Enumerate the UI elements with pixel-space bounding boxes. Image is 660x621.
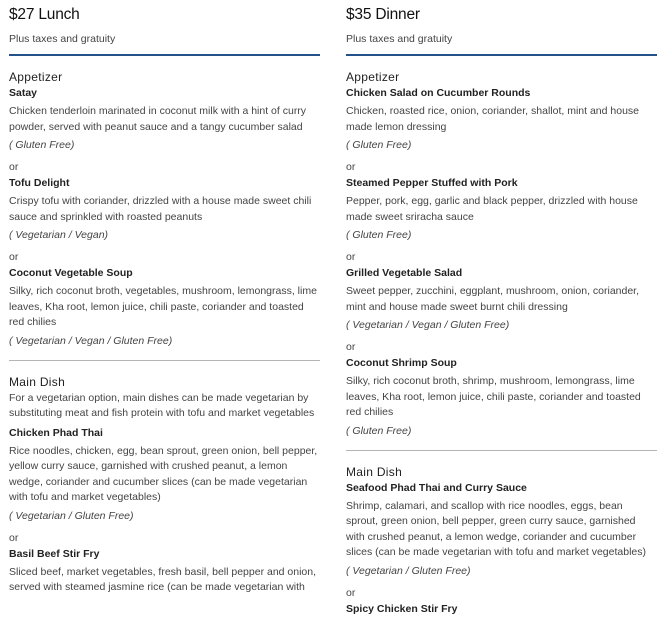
- or-separator: or: [346, 586, 356, 599]
- item-dietary-note: ( Vegetarian / Vegan): [9, 229, 109, 241]
- item-name: Coconut Vegetable Soup: [9, 267, 133, 279]
- menu-item: [346, 602, 657, 617]
- item-dietary-note: ( Gluten Free): [9, 139, 75, 151]
- dinner-menu-subtitle: Plus taxes and gratuity: [346, 33, 453, 45]
- item-name: Spicy Chicken Stir Fry: [346, 602, 458, 615]
- item-dietary-note: ( Vegetarian / Gluten Free): [9, 509, 134, 522]
- item-name: Tofu Delight: [9, 177, 70, 189]
- menu-item: [9, 547, 320, 596]
- menu-item: [346, 356, 657, 438]
- item-description: Chicken tenderloin marinated in coconut milk with a hint of curry powder, served with peanut sauce and a tangy cucumber salad: [9, 105, 307, 133]
- dinner-menu-column: [346, 0, 657, 617]
- item-description: Shrimp, calamari, and scallop with rice noodles, eggs, bean sprout, green onion, bell pepper, green curry sauce, garnished with crushed peanut, a lemon wedge, coriander and cucumber slices (can be made vegetarian with tofu and market vegetables): [346, 499, 646, 558]
- item-name: Seafood Phad Thai and Curry Sauce: [346, 481, 527, 494]
- lunch-main-section: [9, 375, 320, 596]
- lunch-menu-subtitle: Plus taxes and gratuity: [9, 33, 116, 45]
- lunch-title-divider: [9, 54, 320, 56]
- item-name: Chicken Salad on Cucumber Rounds: [346, 87, 531, 99]
- or-separator: or: [9, 531, 19, 544]
- item-name: Satay: [9, 87, 38, 99]
- item-name: Grilled Vegetable Salad: [346, 267, 463, 279]
- lunch-menu-title: $27 Lunch: [9, 6, 80, 23]
- item-description: Rice noodles, chicken, egg, bean sprout, green onion, bell pepper, yellow curry sauce, garnished with crushed peanut, a lemon wedge, coriander and cucumber slices (can be made vegetarian with tofu and market vegetables): [9, 444, 318, 503]
- or-separator: or: [9, 251, 19, 263]
- item-name: Chicken Phad Thai: [9, 426, 103, 439]
- item-name: Basil Beef Stir Fry: [9, 547, 100, 560]
- item-description: Crispy tofu with coriander, drizzled with a house made sweet chili sauce and sprinkled with roasted peanuts: [9, 195, 312, 223]
- menu-item: [346, 86, 657, 152]
- lunch-main-heading: Main Dish: [9, 374, 66, 389]
- section-divider: [9, 360, 320, 361]
- item-description: Chicken, roasted rice, onion, coriander, shallot, mint and house made lemon dressing: [346, 105, 640, 133]
- item-name: Steamed Pepper Stuffed with Pork: [346, 177, 518, 189]
- dinner-appetizer-section: [346, 70, 657, 438]
- item-description: Sliced beef, market vegetables, fresh basil, bell pepper and onion, served with steamed jasmine rice (can be made vegetarian with: [9, 565, 317, 593]
- item-dietary-note: ( Vegetarian / Vegan / Gluten Free): [346, 319, 510, 331]
- item-dietary-note: ( Gluten Free): [346, 229, 412, 241]
- lunch-appetizer-section: [9, 70, 320, 348]
- lunch-menu-column: [9, 0, 320, 596]
- item-dietary-note: ( Gluten Free): [346, 139, 412, 151]
- item-dietary-note: ( Gluten Free): [346, 424, 412, 437]
- menu-item: [346, 176, 657, 242]
- menu-item: [9, 86, 320, 152]
- dinner-menu-title: $35 Dinner: [346, 6, 420, 23]
- menu-item: [346, 481, 657, 578]
- item-description: Silky, rich coconut broth, shrimp, mushroom, lemongrass, lime leaves, Kha root, lemon juice, chili paste, coriander and toasted red chilies: [346, 375, 641, 418]
- dinner-main-section: [346, 465, 657, 617]
- menu-item: [9, 426, 320, 523]
- or-separator: or: [346, 161, 356, 173]
- item-description: Silky, rich coconut broth, vegetables, mushroom, lemongrass, lime leaves, Kha root, lemon juice, chili paste, coriander and toasted red chilies: [9, 285, 317, 328]
- item-dietary-note: ( Vegetarian / Vegan / Gluten Free): [9, 334, 173, 347]
- or-separator: or: [346, 251, 356, 263]
- dinner-appetizer-heading: Appetizer: [346, 70, 400, 84]
- or-separator: or: [9, 161, 19, 173]
- dinner-title-divider: [346, 54, 657, 56]
- item-description: Sweet pepper, zucchini, eggplant, mushroom, onion, coriander, mint and house made sweet burnt chili dressing: [346, 285, 640, 313]
- section-divider: [346, 450, 657, 451]
- menu-item: [346, 266, 657, 332]
- menu-item: [9, 176, 320, 242]
- lunch-appetizer-heading: Appetizer: [9, 70, 63, 84]
- dinner-main-heading: Main Dish: [346, 464, 403, 479]
- item-name: Coconut Shrimp Soup: [346, 357, 457, 369]
- item-description: Pepper, pork, egg, garlic and black pepper, drizzled with house made sweet sriracha sauce: [346, 195, 638, 223]
- or-separator: or: [346, 341, 356, 353]
- item-dietary-note: ( Vegetarian / Gluten Free): [346, 564, 471, 577]
- menu-item: [9, 266, 320, 348]
- lunch-main-note: For a vegetarian option, main dishes can be made vegetarian by substituting meat and fish protein with tofu and market vegetables: [9, 391, 315, 419]
